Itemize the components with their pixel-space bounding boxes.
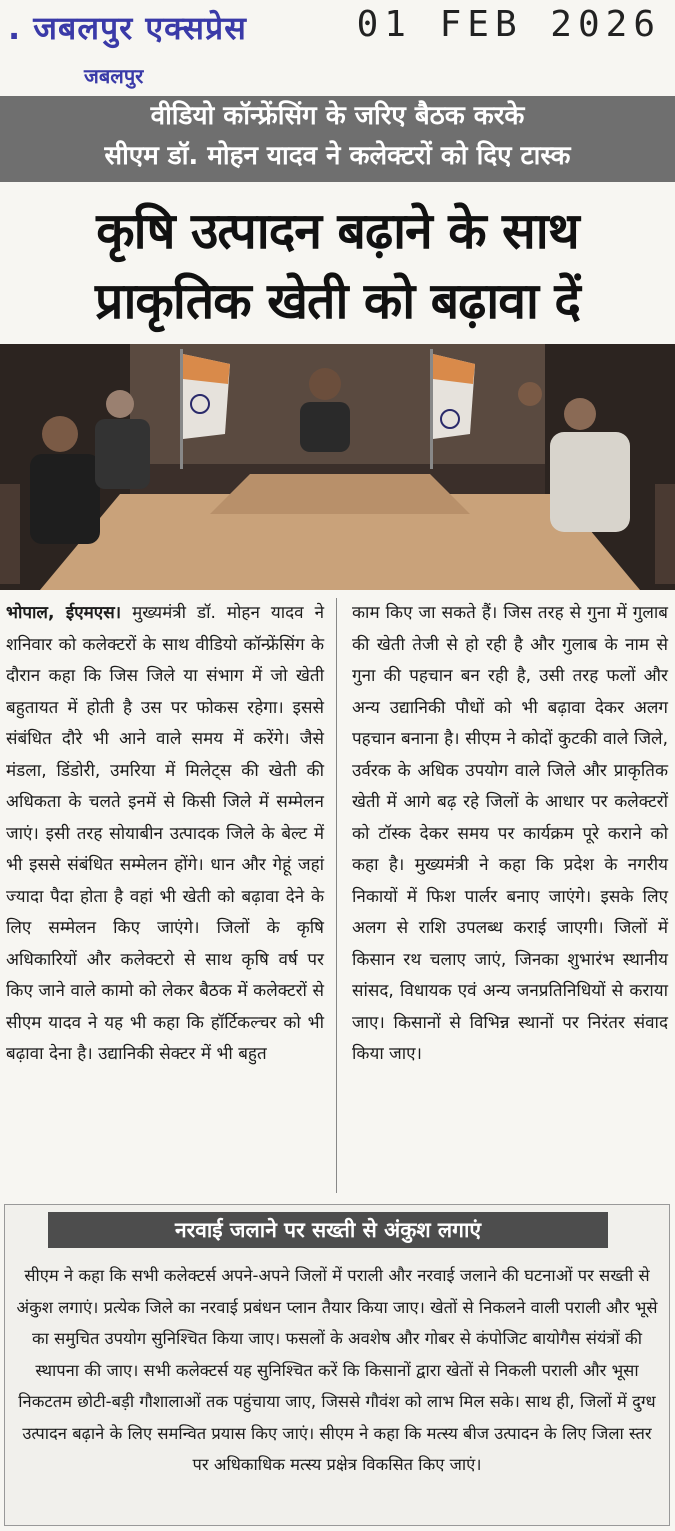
column-divider: [336, 598, 337, 1193]
publication-date: 01 FEB 2026: [356, 4, 661, 45]
kicker-line-1: वीडियो कॉन्फ्रेंसिंग के जरिए बैठक करके: [150, 101, 525, 131]
headline: [0, 196, 675, 336]
box-body: सीएम ने कहा कि सभी कलेक्टर्स अपने-अपने जिलों में पराली और नरवाई जलाने की घटनाओं पर सख्ती से अंकुश लगाएं। प्रत्येक जिले का नरवाई प्रबंधन प्लान तैयार किया जाए। खेतों से निकलने वाली पराली और भूसे का समुचित उपयोग सुनिश्चित किया जाए। फसलों के अवशेष और गोबर से कंपोजिट बायोगैस संयंत्रों की स्थापना की जाए। सभी कलेक्टर्स यह सुनिश्चित करें कि किसानों द्वारा खेतों से निकली पराली और भूसा निकटतम छोटी-बड़ी गौशालाओं तक पहुंचाया जाए, जिससे गौवंश को लाभ मिल सके। साथ ही, जिलों में दुग्ध उत्पादन बढ़ाने के लिए समन्वित प्रयास किए जाएं। सीएम ने कहा कि मत्स्य बीज उत्पादन के लिए जिला स्तर पर अधिकाधिक मत्स्य प्रक्षेत्र विकसित किए जाएं।: [16, 1266, 658, 1474]
left-column-text: मुख्यमंत्री डॉ. मोहन यादव ने शनिवार को कलेक्टरों के साथ वीडियो कॉन्फ्रेंसिंग के दौरान कहा कि जिस जिले या संभाग में जो खेती बहुतायत में होती है उस पर फोकस रहेगा। इससे संबंधित दौरे भी आने वाले समय में करेंगे। जैसे मंडला, डिंडोरी, उमरिया में मिलेट्स की खेती की अधिकता के चलते इनमें से किसी जिले में सम्मेलन जाएं। इसी तरह सोयाबीन उत्पादक जिले के बेल्ट में भी इससे संबंधित सम्मेलन होंगे। धान और गेहूं जहां ज्यादा पैदा होता है वहां भी खेती को बढ़ावा देने के लिए सम्मेलन किए जाएंगे। जिलों के कृषि अधिकारियों और कलेक्टरो से साथ कृषि वर्ष पर किए जाने वाले कामो को लेकर बैठक में कलेक्टरों से सीएम यादव ने यह भी कहा कि हॉर्टिकल्चर को भी बढ़ावा देना है। उद्यानिकी सेक्टर में भी बहुत: [6, 603, 324, 1064]
article-column-left: [6, 598, 324, 1071]
headline-line-1: कृषि उत्पादन बढ़ाने के साथ: [96, 202, 579, 260]
meeting-photo: [0, 344, 675, 590]
dateline: भोपाल, ईएमएस।: [6, 603, 122, 623]
kicker-line-2: सीएम डॉ. मोहन यादव ने कलेक्टरों को दिए टास्क: [104, 141, 571, 171]
right-column-text: काम किए जा सकते हैं। जिस तरह से गुना में गुलाब की खेती तेजी से हो रही है और गुलाब के नाम से गुना की पहचान बन रही है, उसी तरह फलों और अन्य उद्यानिकी पौधों को भी बढ़ावा देकर अलग पहचान बनाना है। सीएम ने कोदों कुटकी वाले जिले, उर्वरक के अधिक उपयोग वाले जिले और प्राकृतिक खेती में आगे बढ़ रहे जिलों के आधार पर कलेक्टरों को टॉस्क देकर समय पर कार्यक्रम पूरे कराने को कहा है। मुख्यमंत्री ने कहा कि प्रदेश के नगरीय निकायों में फिश पार्लर बनाए जाएंगे। इसके लिए अलग से राशि उपलब्ध कराई जाएगी। जिलों में किसान रथ चलाए जाएं, जिनका शुभारंभ स्थानीय सांसद, विधायक एवं अन्य जनप्रतिनिधियों से कराया जाए। किसानों से विभिन्न स्थानों पर निरंतर संवाद किया जाए।: [352, 603, 668, 1064]
city-label: जबलपुर: [84, 64, 144, 88]
article-column-right: [352, 598, 668, 1071]
box-title: नरवाई जलाने पर सख्ती से अंकुश लगाएं: [48, 1212, 608, 1248]
masthead: [0, 0, 675, 88]
kicker-banner: [0, 96, 675, 182]
headline-line-2: प्राकृतिक खेती को बढ़ावा दें: [95, 272, 580, 330]
newspaper-name: . जबलपुर एक्सप्रेस: [8, 9, 247, 47]
